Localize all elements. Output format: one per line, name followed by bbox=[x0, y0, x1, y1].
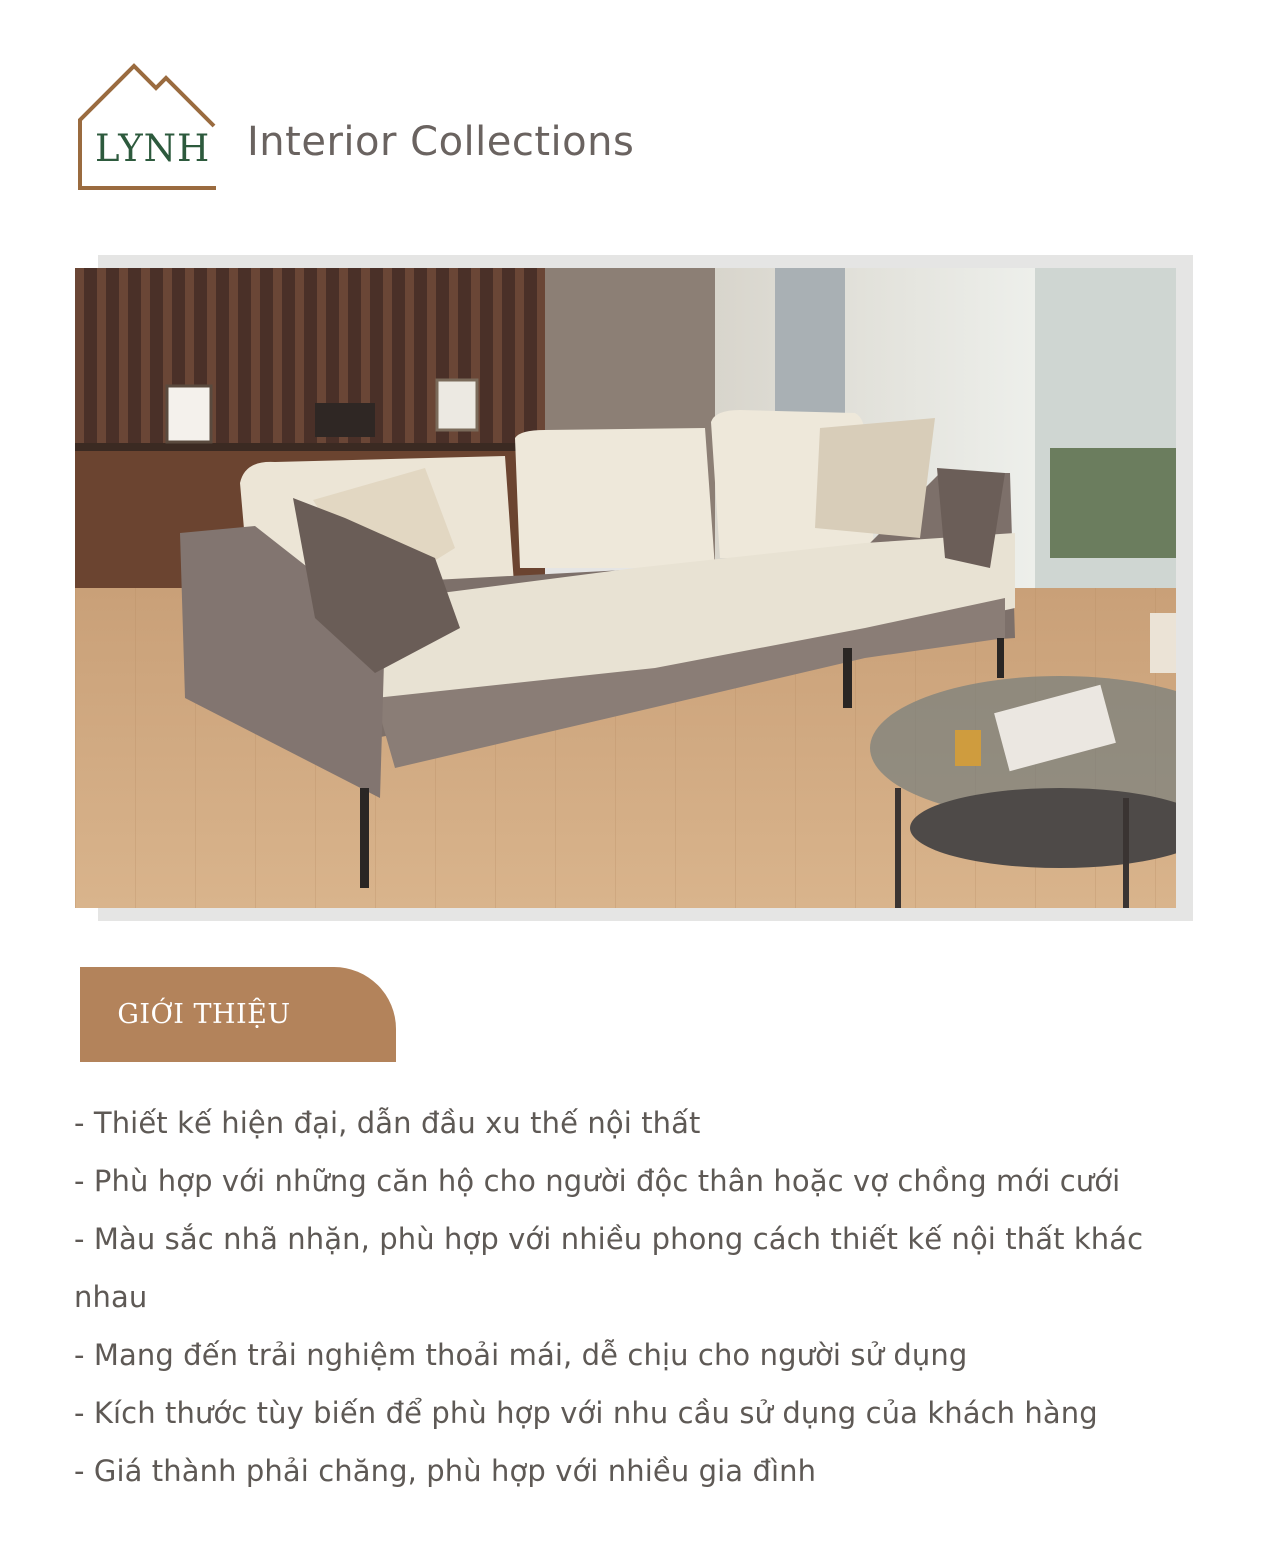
feature-item: - Kích thước tùy biến để phù hợp với nhu cầu sử dụng của khách hàng bbox=[74, 1396, 1098, 1430]
brand-name: Interior Collections bbox=[247, 119, 635, 165]
sofa-photo bbox=[75, 268, 1176, 908]
feature-item: - Thiết kế hiện đại, dẫn đầu xu thế nội thất bbox=[74, 1106, 701, 1140]
feature-list bbox=[74, 1094, 1194, 1500]
brand-logo bbox=[76, 62, 218, 192]
feature-item: - Giá thành phải chăng, phù hợp với nhiều gia đình bbox=[74, 1454, 817, 1488]
logo-text: LYNH bbox=[95, 127, 211, 170]
section-tab bbox=[80, 967, 396, 1062]
feature-item: - Phù hợp với những căn hộ cho người độc thân hoặc vợ chồng mới cưới bbox=[74, 1164, 1121, 1198]
feature-item: - Màu sắc nhã nhặn, phù hợp với nhiều phong cách thiết kế nội thất khác nhau bbox=[74, 1222, 1144, 1314]
feature-item: - Mang đến trải nghiệm thoải mái, dễ chịu cho người sử dụng bbox=[74, 1338, 968, 1372]
section-title: GIỚI THIỆU bbox=[117, 999, 291, 1030]
